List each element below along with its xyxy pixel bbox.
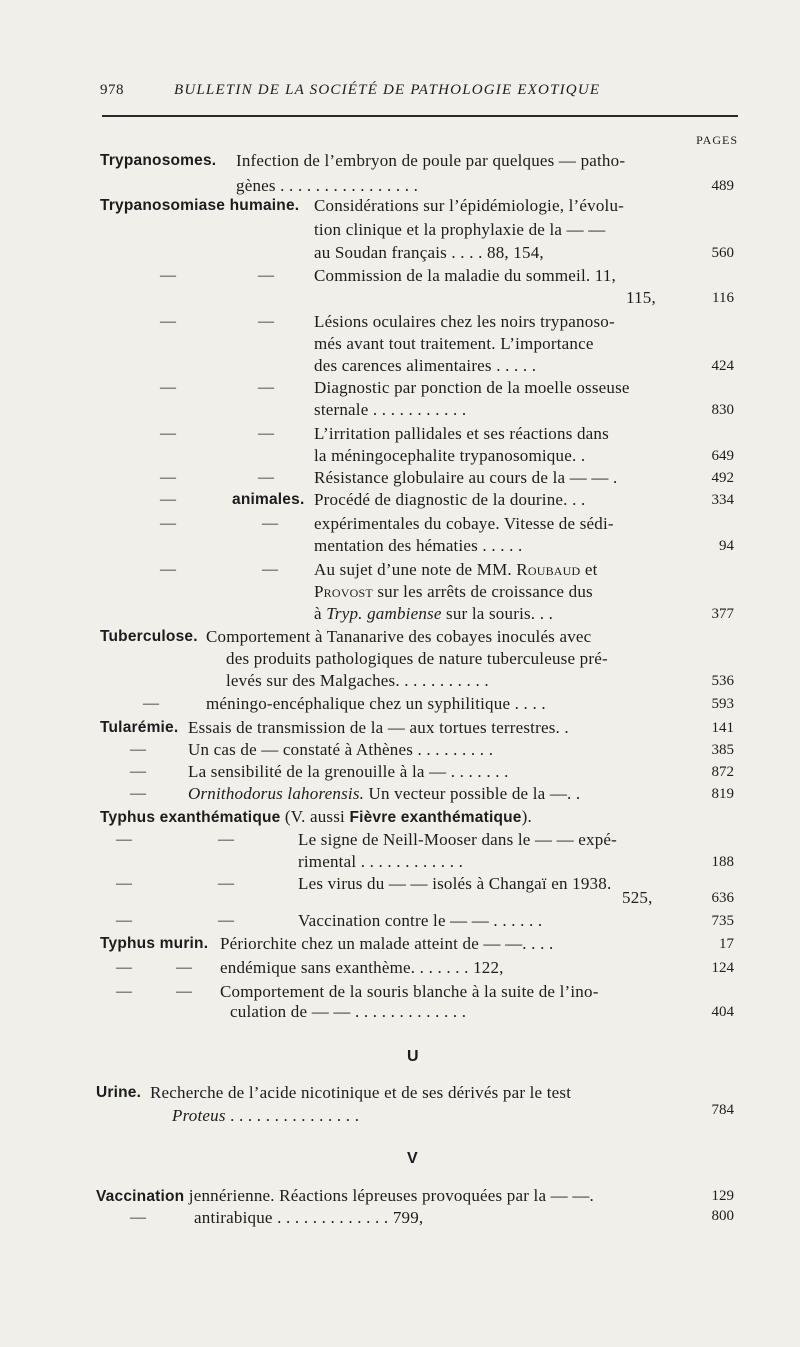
entry-text: au Soudan français . . . . 88, 154, [314,243,544,262]
repeat-dash: — [176,983,192,1000]
repeat-dash: — [262,515,278,532]
repeat-dash: — [130,785,146,802]
repeat-dash: — [176,959,192,976]
repeat-dash: — [258,469,274,486]
entry-text: antirabique . . . . . . . . . . . . . 799, [194,1208,424,1227]
index-term: Trypanosomiase humaine. [100,197,300,214]
entry-text: Infection de l’embryon de poule par quelques — patho- [236,151,626,170]
page-ref: 424 [711,358,734,374]
entry-text [172,1106,359,1126]
entry-text [314,560,598,580]
entry-text-part: sur la souris. . . [441,604,554,623]
header-rule [102,115,738,117]
repeat-dash: — [116,983,132,1000]
entry-text: Commission de la maladie du sommeil. 11, [314,266,617,285]
repeat-dash: — [130,763,146,780]
repeat-dash: — [116,959,132,976]
entry-text: La sensibilité de la grenouille à la — . . . . . . . [188,762,509,781]
entry-text-part: et [580,560,598,579]
author-name: Roubaud [516,560,581,579]
page-ref: 404 [711,1004,734,1020]
page-ref: 800 [711,1208,734,1224]
entry-text: rimental . . . . . . . . . . . . [298,852,464,871]
entry-text: Procédé de diagnostic de la dourine. . . [314,490,586,509]
page-ref: 830 [711,402,734,418]
pages-column-label: PAGES [696,133,738,147]
page-ref: 489 [711,178,734,194]
page-ref: 819 [711,786,734,802]
entry-text: sternale . . . . . . . . . . . [314,400,467,419]
index-term: Tuberculose. [100,628,198,645]
page-ref: 188 [711,854,734,870]
page-ref: 116 [712,290,734,306]
page-ref: 385 [711,742,734,758]
entry-text: des produits pathologiques de nature tuberculeuse pré- [226,649,608,668]
repeat-dash: — [262,561,278,578]
repeat-dash: — [160,379,176,396]
entry-text: la méningocephalite trypanosomique. . [314,446,586,465]
entry-text-part: (V. aussi [280,807,350,826]
index-term: Tularémie. [100,719,179,736]
page-ref: 124 [711,960,734,976]
page-ref: 492 [711,470,734,486]
cross-reference: Fièvre exanthématique [349,809,522,826]
page-ref: 560 [711,245,734,261]
section-letter-v: V [407,1150,418,1167]
page-ref: 377 [711,606,734,622]
page-ref: 872 [711,764,734,780]
entry-text: des carences alimentaires . . . . . [314,356,537,375]
entry-text [314,582,593,602]
entry-text-part: . . . . . . . . . . . . . . . [225,1106,360,1125]
entry-text: Résistance globulaire au cours de la — — . [314,468,618,487]
page-ref: 17 [719,936,734,952]
entry-text: méningo-encéphalique chez un syphilitique . . . . [206,694,546,713]
entry-text: Considérations sur l’épidémiologie, l’évolu- [314,196,625,215]
entry-text-part: sur les arrêts de croissance dus [372,582,593,601]
entry-text: expérimentales du cobaye. Vitesse de sédi- [314,514,614,533]
page-ref: 636 [711,890,734,906]
index-term: Typhus murin. [100,935,209,952]
entry-text [188,784,580,804]
repeat-dash: — [218,831,234,848]
repeat-dash: — [258,313,274,330]
entry-text-part: à [314,604,327,623]
entry-text: Un cas de — constaté à Athènes . . . . . . . . . [188,740,494,759]
page-ref: 784 [711,1102,734,1118]
entry-text: Essais de transmission de la — aux tortues terrestres. . [188,718,569,737]
index-term: Vaccination [96,1188,185,1205]
entry-text: Comportement de la souris blanche à la suite de l’ino- [220,982,599,1001]
page-ref: 735 [711,913,734,929]
index-term: Trypanosomes. [100,152,217,169]
repeat-dash: — [130,741,146,758]
entry-text-part: ). [521,807,532,826]
repeat-dash: — [116,875,132,892]
repeat-dash: — [258,267,274,284]
entry-text: gènes . . . . . . . . . . . . . . . . [236,176,419,195]
entry-text: Le signe de Neill-Mooser dans le — — expé- [298,830,618,849]
page-ref: 649 [711,448,734,464]
entry-text: Diagnostic par ponction de la moelle osseuse [314,378,630,397]
page-number: 978 [100,82,124,98]
repeat-dash: — [160,313,176,330]
entry-text: tion clinique et la prophylaxie de la — — [314,220,606,239]
repeat-dash: — [160,425,176,442]
page-ref: 536 [711,673,734,689]
entry-text: Lésions oculaires chez les noirs trypanoso- [314,312,615,331]
repeat-dash: — [130,1209,146,1226]
entry-text: 115, [626,288,656,307]
species-name: Tryp. gambiense [326,604,442,623]
species-name: Ornithodorus lahorensis. [188,784,365,803]
entry-text [314,604,553,624]
page-ref: 593 [711,696,734,712]
repeat-dash: — [160,469,176,486]
entry-text: Comportement à Tananarive des cobayes inoculés avec [206,627,592,646]
entry-text: Recherche de l’acide nicotinique et de ses dérivés par le test [150,1083,572,1102]
repeat-dash: — [116,912,132,929]
repeat-dash: — [160,561,176,578]
entry-heading [100,807,532,828]
page-ref: 334 [711,492,734,508]
repeat-dash: — [143,695,159,712]
entry-text: mentation des hématies . . . . . [314,536,523,555]
entry-text-part: jennérienne. Réactions lépreuses provoquées par la — —. [184,1186,594,1205]
repeat-dash: — [258,425,274,442]
index-subterm: animales. [232,491,305,508]
repeat-dash: — [218,912,234,929]
author-name: Provost [314,582,373,601]
index-term: Urine. [96,1084,142,1101]
entry-text: Vaccination contre le — — . . . . . . [298,911,543,930]
entry-text: més avant tout traitement. L’importance [314,334,594,353]
section-letter-u: U [407,1048,419,1065]
repeat-dash: — [160,491,176,508]
entry-text-part: Au sujet d’une note de MM. [314,560,517,579]
running-title: BULLETIN DE LA SOCIÉTÉ DE PATHOLOGIE EXOTIQUE [174,82,601,98]
entry-text: endémique sans exanthème. . . . . . . 122, [220,958,504,977]
repeat-dash: — [258,379,274,396]
entry-text: levés sur des Malgaches. . . . . . . . . . . [226,671,489,690]
page-ref: 141 [711,720,734,736]
repeat-dash: — [160,267,176,284]
species-name: Proteus [172,1106,226,1125]
entry-text-part: Un vecteur possible de la —. . [364,784,581,803]
entry-text: 525, [622,888,653,907]
entry-text: L’irritation pallidales et ses réactions dans [314,424,609,443]
entry-text: culation de — — . . . . . . . . . . . . . [230,1002,467,1021]
repeat-dash: — [160,515,176,532]
page-ref: 129 [711,1188,734,1204]
entry-line [96,1186,594,1207]
page-ref: 94 [719,538,734,554]
repeat-dash: — [116,831,132,848]
repeat-dash: — [218,875,234,892]
index-term: Typhus exanthématique [100,809,281,826]
entry-text: Périorchite chez un malade atteint de — —. . . . [220,934,554,953]
entry-text: Les virus du — — isolés à Changaï en 1938. [298,874,612,893]
